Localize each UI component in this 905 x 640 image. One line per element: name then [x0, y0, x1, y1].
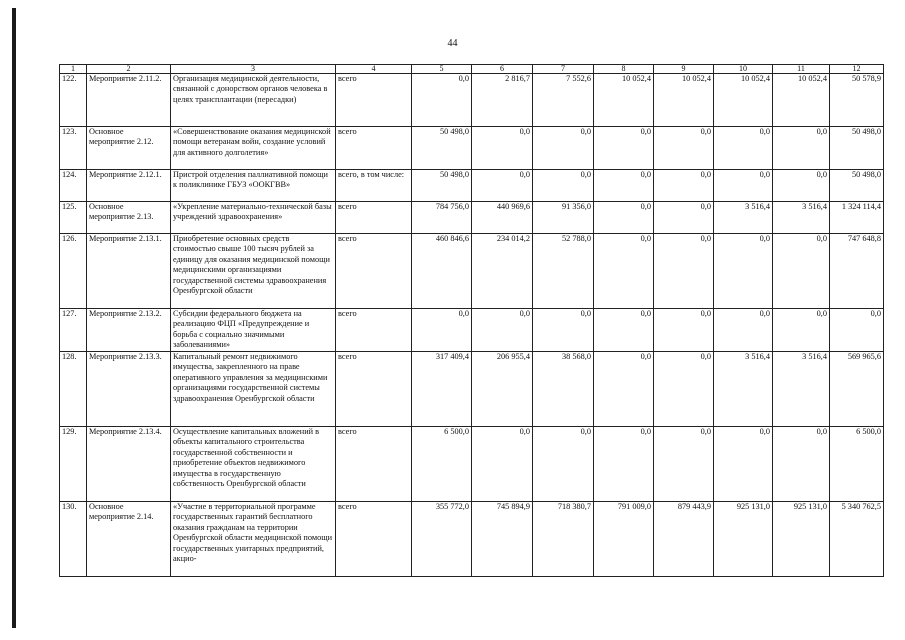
value-cell: 206 955,4 — [472, 352, 533, 427]
value-cell: 0,0 — [714, 427, 773, 502]
value-cell: 50 498,0 — [830, 127, 884, 170]
value-cell: 234 014,2 — [472, 234, 533, 309]
value-cell: 925 131,0 — [773, 502, 830, 577]
value-cell: 38 568,0 — [533, 352, 594, 427]
value-cell: 3 516,4 — [773, 202, 830, 234]
value-cell: 317 409,4 — [412, 352, 472, 427]
column-header: 5 — [412, 65, 472, 74]
row-number-cell: 129. — [60, 427, 87, 502]
value-cell: 0,0 — [714, 127, 773, 170]
row-number-cell: 130. — [60, 502, 87, 577]
measure-cell: Мероприятие 2.12.1. — [87, 170, 171, 202]
measure-cell: Мероприятие 2.13.1. — [87, 234, 171, 309]
value-cell: 0,0 — [714, 170, 773, 202]
value-cell: 0,0 — [412, 309, 472, 352]
measure-cell: Основное мероприятие 2.14. — [87, 502, 171, 577]
value-cell: 2 816,7 — [472, 74, 533, 127]
value-cell: 52 788,0 — [533, 234, 594, 309]
value-cell: 0,0 — [594, 427, 654, 502]
row-number-cell: 122. — [60, 74, 87, 127]
value-cell: 747 648,8 — [830, 234, 884, 309]
value-cell: 0,0 — [773, 127, 830, 170]
measure-name-cell: Субсидии федерального бюджета на реализацию ФЦП «Предупреждение и борьба с социально значимыми заболеваниями» — [171, 309, 336, 352]
row-number-cell: 123. — [60, 127, 87, 170]
table-row — [60, 127, 884, 170]
value-cell: 0,0 — [533, 170, 594, 202]
table-row — [60, 427, 884, 502]
value-cell: 0,0 — [714, 309, 773, 352]
table-row — [60, 352, 884, 427]
value-cell: 0,0 — [654, 234, 714, 309]
value-cell: 0,0 — [773, 309, 830, 352]
funding-source-cell: всего — [336, 502, 412, 577]
measure-name-cell: Организация медицинской деятельности, связанной с донорством органов человека в целях трансплантации (пересадки) — [171, 74, 336, 127]
value-cell: 50 578,9 — [830, 74, 884, 127]
value-cell: 355 772,0 — [412, 502, 472, 577]
row-number-cell: 125. — [60, 202, 87, 234]
value-cell: 784 756,0 — [412, 202, 472, 234]
measure-name-cell: «Участие в территориальной программе государственных гарантий бесплатного оказания гражданам на территории Оренбургской области медицинской помощи государственных унитарных предприятий, акцио- — [171, 502, 336, 577]
value-cell: 10 052,4 — [714, 74, 773, 127]
value-cell: 10 052,4 — [773, 74, 830, 127]
page-number: 44 — [447, 38, 458, 49]
funding-source-cell: всего — [336, 309, 412, 352]
funding-source-cell: всего, в том числе: — [336, 170, 412, 202]
measure-cell: Основное мероприятие 2.13. — [87, 202, 171, 234]
value-cell: 0,0 — [533, 427, 594, 502]
row-number-cell: 128. — [60, 352, 87, 427]
value-cell: 91 356,0 — [533, 202, 594, 234]
value-cell: 10 052,4 — [654, 74, 714, 127]
column-header: 7 — [533, 65, 594, 74]
scan-edge-bar — [12, 8, 16, 628]
value-cell: 0,0 — [654, 427, 714, 502]
column-header: 11 — [773, 65, 830, 74]
measure-cell: Мероприятие 2.13.4. — [87, 427, 171, 502]
value-cell: 50 498,0 — [830, 170, 884, 202]
value-cell: 50 498,0 — [412, 170, 472, 202]
row-number-cell: 127. — [60, 309, 87, 352]
value-cell: 0,0 — [594, 170, 654, 202]
measure-name-cell: «Совершенствование оказания медицинской помощи ветеранам войн, создание условий для активного долголетия» — [171, 127, 336, 170]
value-cell: 10 052,4 — [594, 74, 654, 127]
row-number-cell: 126. — [60, 234, 87, 309]
column-header: 6 — [472, 65, 533, 74]
table-row — [60, 170, 884, 202]
column-header: 4 — [336, 65, 412, 74]
table-body — [60, 74, 884, 577]
value-cell: 0,0 — [594, 234, 654, 309]
table-row — [60, 309, 884, 352]
value-cell: 3 516,4 — [714, 352, 773, 427]
measure-cell: Мероприятие 2.11.2. — [87, 74, 171, 127]
value-cell: 6 500,0 — [830, 427, 884, 502]
column-header: 8 — [594, 65, 654, 74]
measure-name-cell: Приобретение основных средств стоимостью свыше 100 тысяч рублей за единицу для оказания медицинской помощи медицинскими организациями государственной системы здравоохранения Оренбургской области — [171, 234, 336, 309]
measure-cell: Мероприятие 2.13.2. — [87, 309, 171, 352]
table-row — [60, 202, 884, 234]
value-cell: 718 380,7 — [533, 502, 594, 577]
value-cell: 0,0 — [594, 202, 654, 234]
value-cell: 791 009,0 — [594, 502, 654, 577]
value-cell: 50 498,0 — [412, 127, 472, 170]
value-cell: 0,0 — [472, 170, 533, 202]
value-cell: 0,0 — [594, 352, 654, 427]
table-row — [60, 502, 884, 577]
value-cell: 0,0 — [594, 309, 654, 352]
value-cell: 0,0 — [773, 234, 830, 309]
value-cell: 0,0 — [654, 309, 714, 352]
column-header: 9 — [654, 65, 714, 74]
funding-source-cell: всего — [336, 74, 412, 127]
row-number-cell: 124. — [60, 170, 87, 202]
value-cell: 5 340 762,5 — [830, 502, 884, 577]
measure-name-cell: Пристрой отделения паллиативной помощи к поликлинике ГБУЗ «ООКГВВ» — [171, 170, 336, 202]
column-header: 12 — [830, 65, 884, 74]
measure-cell: Мероприятие 2.13.3. — [87, 352, 171, 427]
value-cell: 0,0 — [472, 127, 533, 170]
value-cell: 569 965,6 — [830, 352, 884, 427]
value-cell: 0,0 — [654, 202, 714, 234]
value-cell: 0,0 — [472, 427, 533, 502]
measure-cell: Основное мероприятие 2.12. — [87, 127, 171, 170]
value-cell: 745 894,9 — [472, 502, 533, 577]
table-row — [60, 74, 884, 127]
value-cell: 7 552,6 — [533, 74, 594, 127]
column-header: 1 — [60, 65, 87, 74]
value-cell: 0,0 — [533, 309, 594, 352]
value-cell: 0,0 — [412, 74, 472, 127]
value-cell: 6 500,0 — [412, 427, 472, 502]
value-cell: 0,0 — [472, 309, 533, 352]
value-cell: 3 516,4 — [714, 202, 773, 234]
value-cell: 460 846,6 — [412, 234, 472, 309]
funding-source-cell: всего — [336, 127, 412, 170]
value-cell: 0,0 — [714, 234, 773, 309]
header-row — [60, 65, 884, 74]
value-cell: 0,0 — [654, 127, 714, 170]
value-cell: 879 443,9 — [654, 502, 714, 577]
value-cell: 0,0 — [773, 170, 830, 202]
table-row — [60, 234, 884, 309]
measures-table — [59, 64, 884, 577]
funding-source-cell: всего — [336, 234, 412, 309]
value-cell: 0,0 — [773, 427, 830, 502]
value-cell: 0,0 — [654, 352, 714, 427]
measure-name-cell: «Укрепление материально-технической базы учреждений здравоохранения» — [171, 202, 336, 234]
measure-name-cell: Осуществление капитальных вложений в объекты капитального строительства государственной собственности и приобретение объектов недвижимого имущества в государственную собственность Оренбургской области — [171, 427, 336, 502]
funding-source-cell: всего — [336, 202, 412, 234]
column-header: 2 — [87, 65, 171, 74]
value-cell: 0,0 — [533, 127, 594, 170]
value-cell: 0,0 — [654, 170, 714, 202]
value-cell: 925 131,0 — [714, 502, 773, 577]
column-header: 10 — [714, 65, 773, 74]
value-cell: 0,0 — [594, 127, 654, 170]
value-cell: 440 969,6 — [472, 202, 533, 234]
value-cell: 0,0 — [830, 309, 884, 352]
value-cell: 1 324 114,4 — [830, 202, 884, 234]
funding-source-cell: всего — [336, 427, 412, 502]
measure-name-cell: Капитальный ремонт недвижимого имущества, закрепленного на праве оперативного управления за медицинскими организациями государственной системы здравоохранения Оренбургской области — [171, 352, 336, 427]
funding-source-cell: всего — [336, 352, 412, 427]
column-header: 3 — [171, 65, 336, 74]
value-cell: 3 516,4 — [773, 352, 830, 427]
